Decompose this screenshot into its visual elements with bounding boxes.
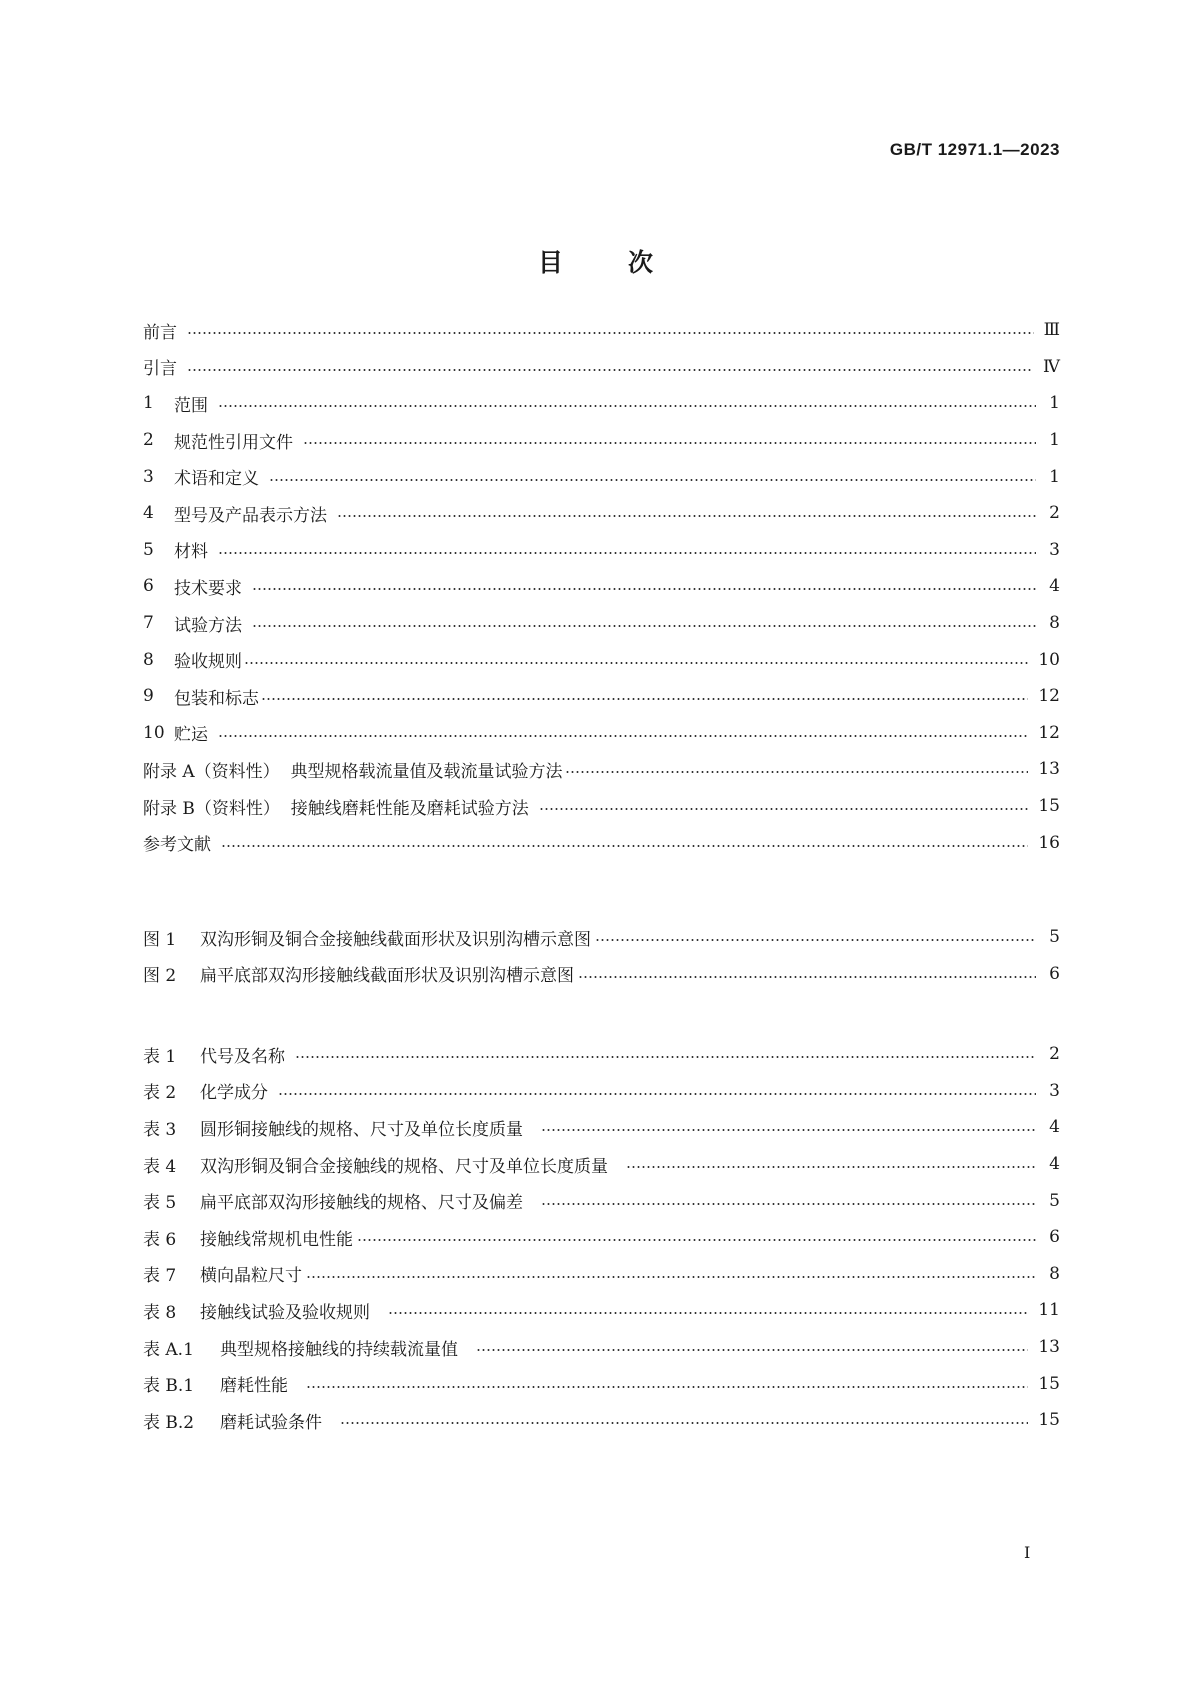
toc-table-a1[interactable] [143, 1329, 1060, 1366]
toc-label: 扁平底部双沟形接触线截面形状及识别沟槽示意图 [200, 966, 574, 987]
toc-page: Ⅲ [1043, 320, 1060, 341]
toc-page: 13 [1038, 759, 1060, 780]
dot-leader [269, 479, 1036, 481]
toc-page: Ⅳ [1043, 356, 1060, 377]
toc-table-5[interactable] [143, 1182, 1060, 1219]
dot-leader [261, 698, 1028, 700]
toc-figure-1[interactable] [143, 919, 1060, 956]
toc-number: 表 B.1 [143, 1376, 195, 1397]
toc-number: 表 B.2 [143, 1412, 195, 1433]
toc-number: 表 8 [143, 1302, 177, 1323]
dot-leader [340, 1422, 1028, 1424]
toc-page: 8 [1049, 613, 1060, 634]
toc-page: 16 [1038, 832, 1060, 853]
dot-leader [306, 1386, 1028, 1388]
toc-label: 双沟形铜及铜合金接触线截面形状及识别沟槽示意图 [200, 929, 591, 950]
toc-entry-9[interactable] [143, 678, 1060, 715]
toc-page: 3 [1049, 1080, 1060, 1101]
toc-entry-annex-a[interactable] [143, 751, 1060, 788]
dot-leader [541, 1203, 1036, 1205]
toc-entry-introduction[interactable] [143, 349, 1060, 386]
toc-label: 规范性引用文件 [174, 432, 293, 453]
toc-entry-3[interactable] [143, 458, 1060, 495]
toc-table-8[interactable] [143, 1292, 1060, 1329]
toc-label: 试验方法 [174, 615, 242, 636]
toc-label: 术语和定义 [174, 469, 259, 490]
toc-label: 附录 B（资料性） 接触线磨耗性能及磨耗试验方法 [143, 798, 529, 819]
toc-number: 图 2 [143, 966, 177, 987]
toc-label: 技术要求 [174, 578, 242, 599]
toc-number: 表 4 [143, 1156, 177, 1177]
dot-leader [218, 405, 1036, 407]
dot-leader [476, 1349, 1028, 1351]
toc-table-2[interactable] [143, 1073, 1060, 1110]
toc-label: 引言 [143, 359, 177, 380]
dot-leader [337, 515, 1036, 517]
toc-label: 接触线试验及验收规则 [200, 1302, 370, 1323]
dot-leader [306, 1276, 1036, 1278]
toc-number: 10 [143, 722, 165, 743]
dot-leader [187, 332, 1034, 334]
toc-table-1[interactable] [143, 1036, 1060, 1073]
dot-leader [278, 1093, 1036, 1095]
toc-page: 2 [1049, 1044, 1060, 1065]
toc-entry-1[interactable] [143, 385, 1060, 422]
toc-table-b1[interactable] [143, 1365, 1060, 1402]
toc-label: 型号及产品表示方法 [174, 505, 327, 526]
toc-label: 横向晶粒尺寸 [200, 1266, 302, 1287]
dot-leader [626, 1166, 1036, 1168]
dot-leader [252, 625, 1036, 627]
toc-number: 表 6 [143, 1229, 177, 1250]
toc-page: 13 [1038, 1337, 1060, 1358]
toc-page: 4 [1049, 576, 1060, 597]
toc-number: 表 2 [143, 1083, 177, 1104]
toc-sections [143, 312, 1060, 861]
toc-entry-8[interactable] [143, 641, 1060, 678]
toc-label: 参考文献 [143, 835, 211, 856]
toc-number: 图 1 [143, 929, 177, 950]
toc-page: 1 [1049, 466, 1060, 487]
toc-page: 15 [1038, 796, 1060, 817]
dot-leader [221, 845, 1028, 847]
title-char-1: 目 [537, 248, 563, 277]
dot-leader [595, 939, 1036, 941]
toc-entry-5[interactable] [143, 532, 1060, 569]
toc-number: 表 3 [143, 1119, 177, 1140]
toc-number: 9 [143, 686, 154, 707]
toc-page: 8 [1049, 1263, 1060, 1284]
toc-label: 范围 [174, 395, 208, 416]
dot-leader [303, 442, 1036, 444]
toc-number: 6 [143, 576, 154, 597]
toc-number: 表 5 [143, 1193, 177, 1214]
toc-page: 15 [1038, 1373, 1060, 1394]
toc-page: 2 [1049, 503, 1060, 524]
toc-label: 材料 [174, 542, 208, 563]
page-number: I [1024, 1543, 1031, 1562]
toc-page: 6 [1049, 963, 1060, 984]
dot-leader [357, 1239, 1036, 1241]
title-char-2: 次 [627, 248, 653, 277]
dot-leader [218, 735, 1028, 737]
toc-tables [143, 1036, 1060, 1439]
toc-entry-6[interactable] [143, 568, 1060, 605]
toc-number: 3 [143, 466, 154, 487]
toc-label: 接触线常规机电性能 [200, 1229, 353, 1250]
toc-label: 前言 [143, 322, 177, 343]
dot-leader [218, 552, 1036, 554]
toc-entry-bibliography[interactable] [143, 824, 1060, 861]
toc-number: 8 [143, 649, 154, 670]
toc-label: 扁平底部双沟形接触线的规格、尺寸及偏差 [200, 1193, 523, 1214]
toc-entry-annex-b[interactable] [143, 788, 1060, 825]
toc-table-6[interactable] [143, 1219, 1060, 1256]
toc-page: 4 [1049, 1117, 1060, 1138]
toc-figures [143, 919, 1060, 992]
toc-number: 表 A.1 [143, 1339, 194, 1360]
toc-page: 1 [1049, 393, 1060, 414]
dot-leader [252, 588, 1036, 590]
dot-leader [388, 1312, 1028, 1314]
toc-label: 化学成分 [200, 1083, 268, 1104]
toc-number: 5 [143, 539, 154, 560]
toc-label: 包装和标志 [174, 688, 259, 709]
dot-leader [565, 771, 1029, 773]
toc-page: 12 [1038, 722, 1060, 743]
page-title [0, 243, 1191, 279]
toc-page: 5 [1049, 927, 1060, 948]
toc-label: 代号及名称 [200, 1046, 285, 1067]
toc-label: 圆形铜接触线的规格、尺寸及单位长度质量 [200, 1119, 523, 1140]
dot-leader [295, 1056, 1036, 1058]
toc-number: 表 7 [143, 1266, 177, 1287]
toc-figure-2[interactable] [143, 956, 1060, 993]
toc-table-4[interactable] [143, 1146, 1060, 1183]
toc-entry-4[interactable] [143, 495, 1060, 532]
toc-table-b2[interactable] [143, 1402, 1060, 1439]
toc-table-3[interactable] [143, 1109, 1060, 1146]
toc-number: 表 1 [143, 1046, 177, 1067]
toc-entry-foreword[interactable] [143, 312, 1060, 349]
standard-code: GB/T 12971.1—2023 [889, 140, 1060, 159]
toc-entry-2[interactable] [143, 422, 1060, 459]
toc-page: 10 [1038, 649, 1060, 670]
toc-label: 验收规则 [174, 652, 242, 673]
toc-table-7[interactable] [143, 1256, 1060, 1293]
toc-page: 12 [1038, 686, 1060, 707]
toc-number: 2 [143, 430, 154, 451]
dot-leader [187, 369, 1033, 371]
toc-entry-7[interactable] [143, 605, 1060, 642]
toc-label: 典型规格接触线的持续载流量值 [220, 1339, 458, 1360]
toc-page: 4 [1049, 1154, 1060, 1175]
toc-page: 11 [1038, 1300, 1060, 1321]
dot-leader [244, 662, 1028, 664]
toc-label: 双沟形铜及铜合金接触线的规格、尺寸及单位长度质量 [200, 1156, 608, 1177]
toc-page: 1 [1049, 430, 1060, 451]
dot-leader [539, 808, 1029, 810]
toc-label: 磨耗性能 [220, 1376, 288, 1397]
toc-page: 6 [1049, 1227, 1060, 1248]
toc-number: 1 [143, 393, 154, 414]
toc-number: 4 [143, 503, 154, 524]
toc-entry-10[interactable] [143, 715, 1060, 752]
toc-page: 5 [1049, 1190, 1060, 1211]
dot-leader [541, 1129, 1036, 1131]
toc-label: 贮运 [174, 725, 208, 746]
toc-number: 7 [143, 613, 154, 634]
toc-label: 磨耗试验条件 [220, 1412, 322, 1433]
toc-page: 15 [1038, 1410, 1060, 1431]
dot-leader [578, 976, 1036, 978]
toc-page: 3 [1049, 539, 1060, 560]
toc-label: 附录 A（资料性） 典型规格载流量值及载流量试验方法 [143, 761, 563, 782]
